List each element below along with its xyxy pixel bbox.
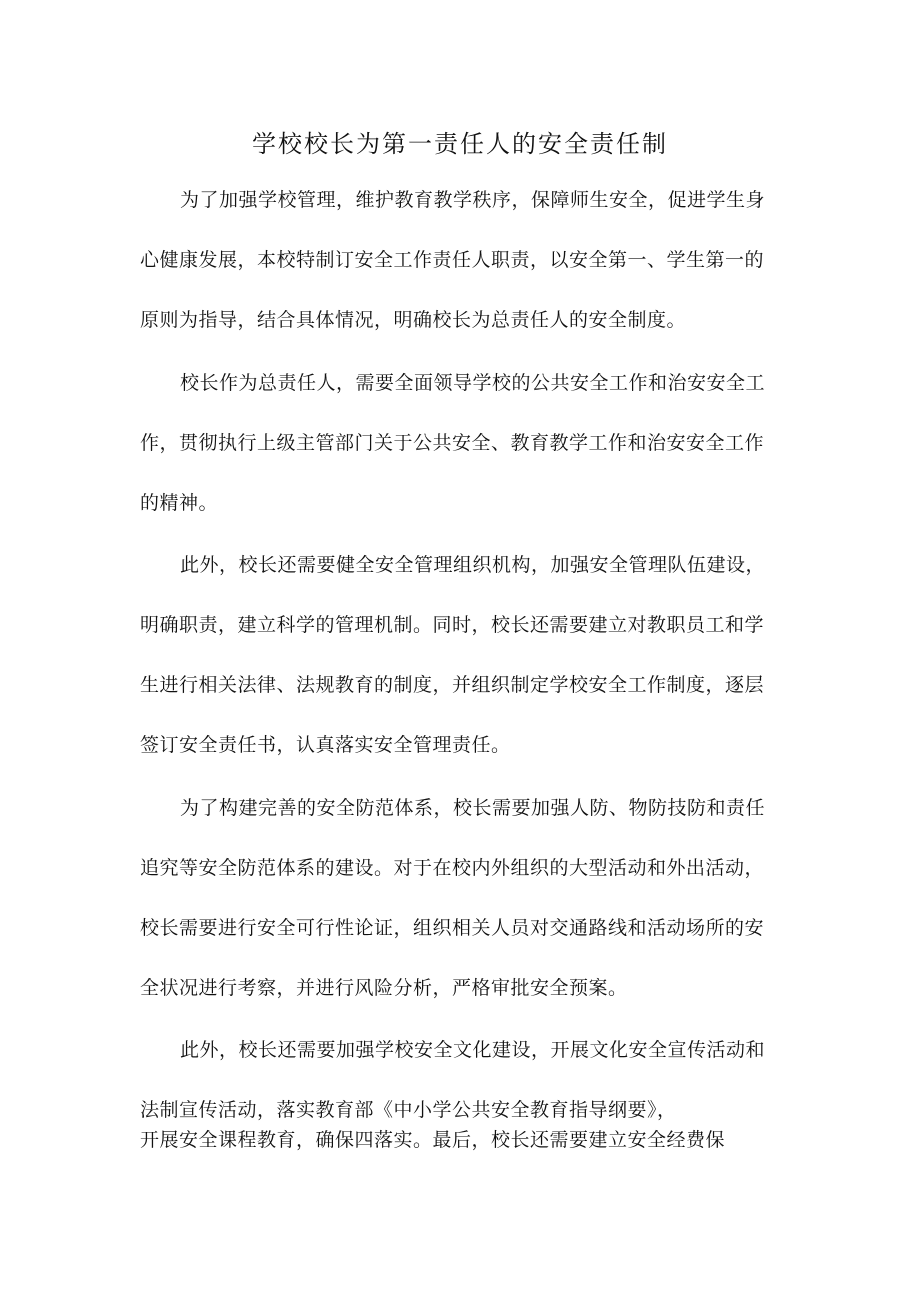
paragraph-1-line-2: 心健康发展，本校特制订安全工作责任人职责，以安全第一、学生第一的 (140, 249, 765, 271)
paragraph-4-line-4: 全状况进行考察，并进行风险分析，严格审批安全预案。 (140, 977, 628, 999)
paragraph-1-line-3: 原则为指导，结合具体情况，明确校长为总责任人的安全制度。 (140, 309, 687, 331)
paragraph-4-line-2: 追究等安全防范体系的建设。对于在校内外组织的大型活动和外出活动， (140, 857, 765, 879)
paragraph-1-line-1: 为了加强学校管理，维护教育教学秩序，保障师生安全，促进学生身 (180, 189, 766, 211)
paragraph-5-line-3: 开展安全课程教育，确保四落实。最后，校长还需要建立安全经费保 (140, 1129, 726, 1151)
paragraph-3-line-2: 明确职责，建立科学的管理机制。同时，校长还需要建立对教职员工和学 (140, 614, 765, 636)
paragraph-5-line-1: 此外，校长还需要加强学校安全文化建设，开展文化安全宣传活动和 (180, 1039, 766, 1061)
paragraph-4-line-3: 校长需要进行安全可行性论证，组织相关人员对交通路线和活动场所的安 (140, 917, 765, 939)
paragraph-5-line-2: 法制宣传活动，落实教育部《中小学公共安全教育指导纲要》， (140, 1099, 677, 1121)
document-title: 学校校长为第一责任人的安全责任制 (252, 130, 668, 158)
paragraph-2-line-1: 校长作为总责任人，需要全面领导学校的公共安全工作和治安安全工 (180, 372, 766, 394)
paragraph-3-line-3: 生进行相关法律、法规教育的制度，并组织制定学校安全工作制度，逐层 (140, 674, 765, 696)
paragraph-3-line-1: 此外，校长还需要健全安全管理组织机构，加强安全管理队伍建设， (180, 554, 766, 576)
paragraph-2-line-3: 的精神。 (140, 492, 219, 514)
paragraph-4-line-1: 为了构建完善的安全防范体系，校长需要加强人防、物防技防和责任 (180, 797, 766, 819)
paragraph-3-line-4: 签订安全责任书，认真落实安全管理责任。 (140, 734, 511, 756)
paragraph-2-line-2: 作，贯彻执行上级主管部门关于公共安全、教育教学工作和治安安全工作 (140, 432, 765, 454)
